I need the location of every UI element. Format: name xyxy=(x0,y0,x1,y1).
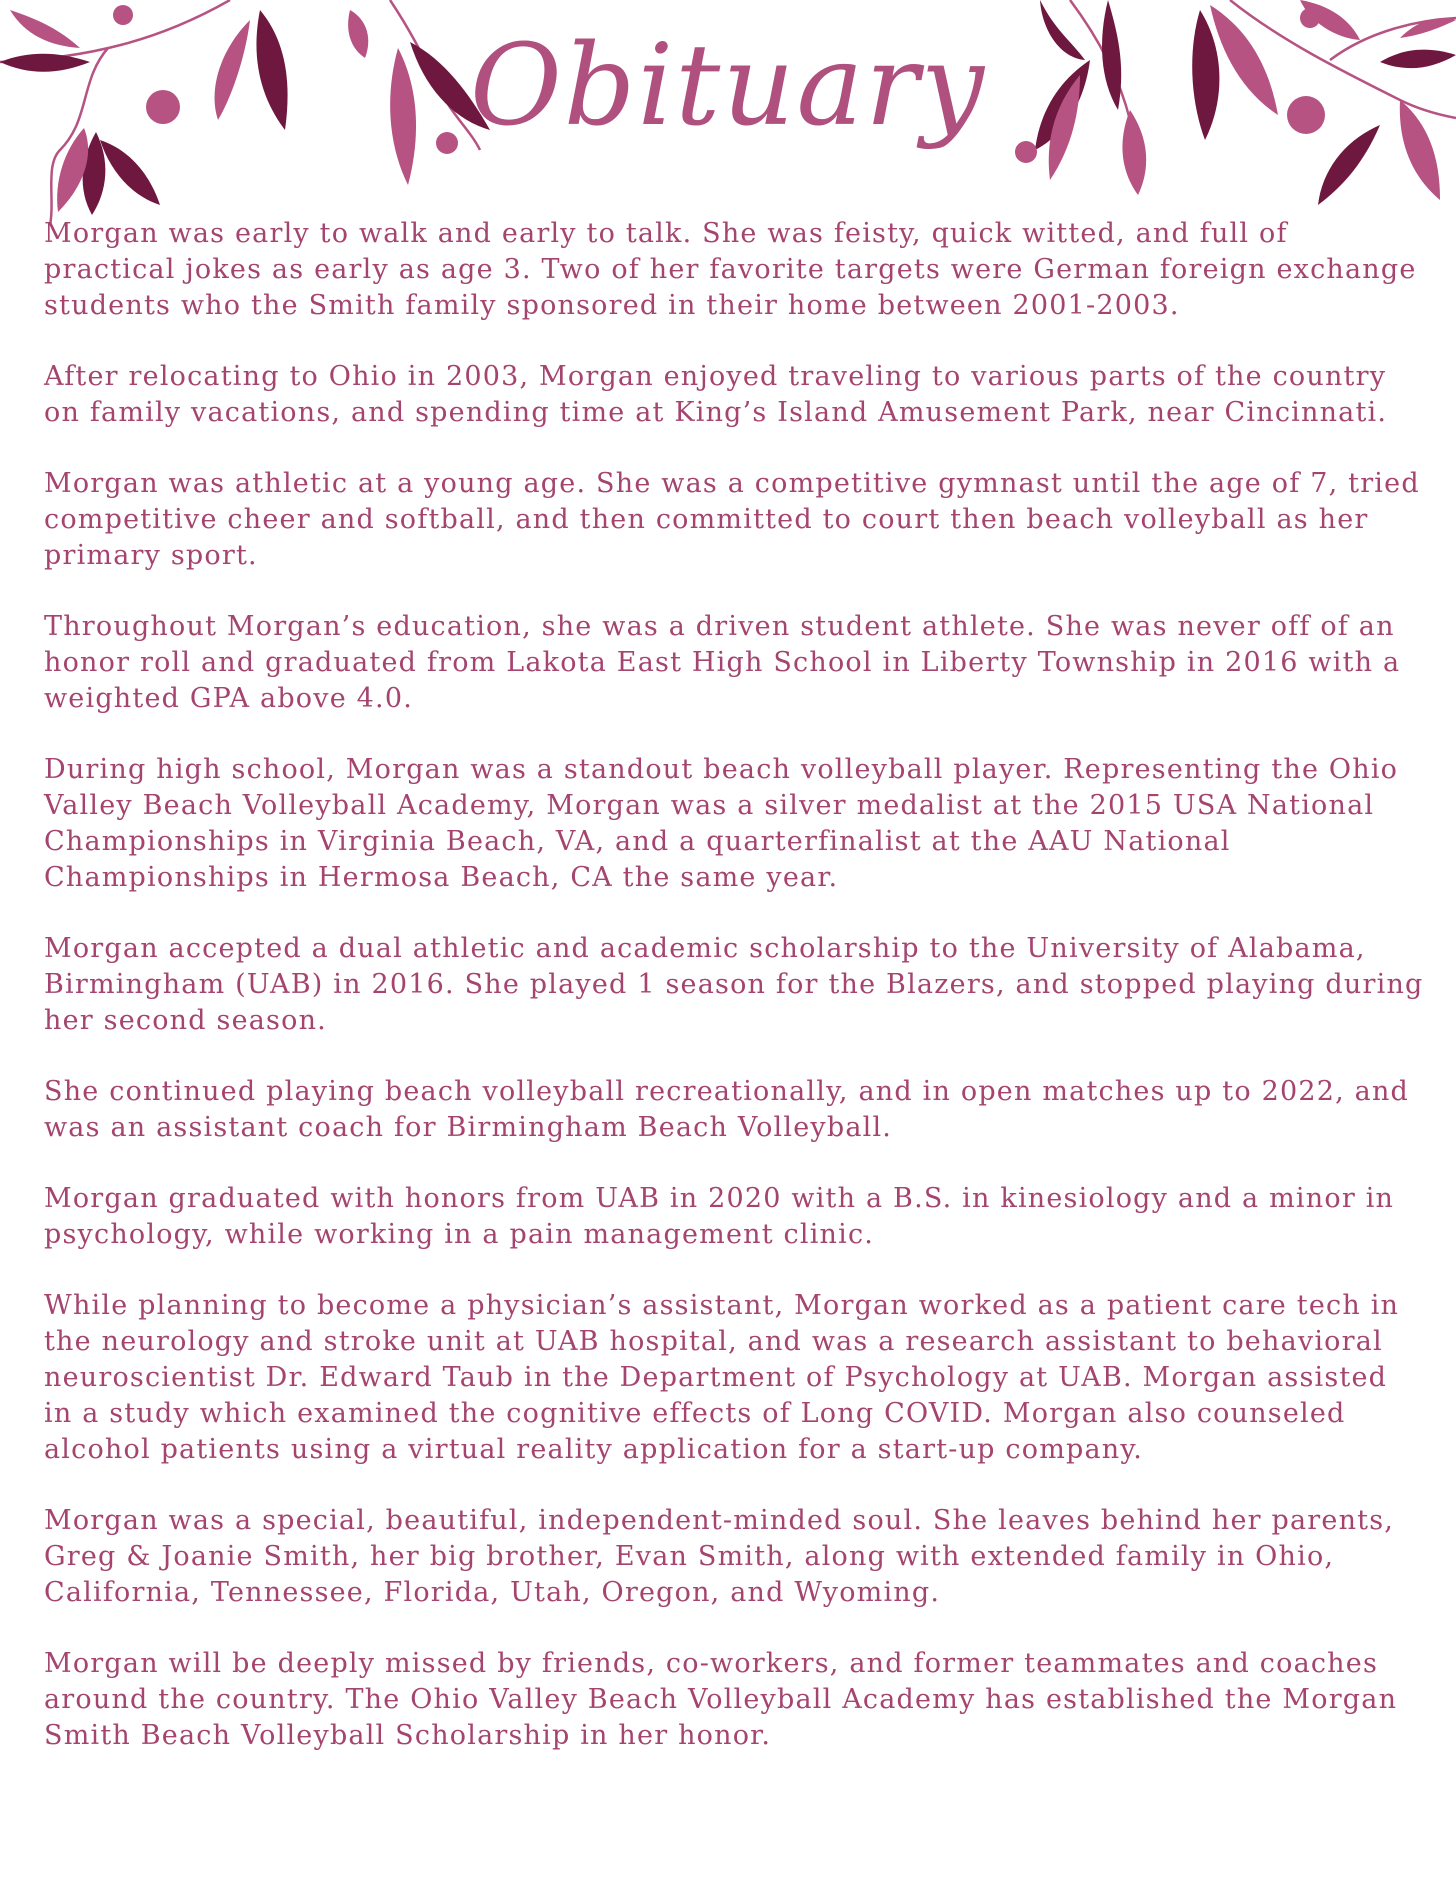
paragraph: Throughout Morgan’s education, she was a driven student athlete. She was never off of an honor roll and graduated from Lakota East High School in Liberty Township in 2016 with a weighted GPA above 4.0. xyxy=(44,611,1401,714)
paragraph: During high school, Morgan was a standout beach volleyball player. Representing the Ohio Valley Beach Volleyball Academy, Morgan was a silver medalist at the 2015 USA National Championships in Virginia Beach, VA, and a quarterfinalist at the AAU National Championships in Hermosa Beach, CA the same year. xyxy=(44,754,1399,893)
paragraph: While planning to become a physician’s assistant, Morgan worked as a patient care tech in the neurology and stroke unit at UAB hospital, and was a research assistant to behavioral neuroscientist Dr. Edward Taub in the Department of Psychology at UAB. Morgan assisted in a study which examined the cognitive effects of Long COVID. Morgan also counseled alcohol patients using a virtual reality application for a start-up company. xyxy=(44,1290,1400,1465)
paragraph: Morgan accepted a dual athletic and academic scholarship to the University of Alabama, Birmingham (UAB) in 2016. She played 1 season for the Blazers, and stopped playing during her second season. xyxy=(44,933,1424,1036)
leaf-icon xyxy=(100,140,160,205)
berry-icon xyxy=(1300,8,1320,28)
page-title: Obituary xyxy=(469,21,987,151)
berry-icon xyxy=(113,5,133,25)
berry-icon xyxy=(1015,141,1037,163)
paragraph: Morgan was early to walk and early to talk. She was feisty, quick witted, and full of practical jokes as early as age 3. Two of her favorite targets were German foreign exchange students who the Smith family sponsored in their home between 2001-2003. xyxy=(44,218,1417,321)
paragraph: Morgan graduated with honors from UAB in 2020 with a B.S. in kinesiology and a minor in psychology, while working in a pain management clinic. xyxy=(44,1183,1395,1250)
paragraph: Morgan will be deeply missed by friends, co-workers, and former teammates and coaches around the country. The Ohio Valley Beach Volleyball Academy has established the Morgan Smith Beach Volleyball Scholarship in her honor. xyxy=(44,1648,1398,1751)
paragraph: She continued playing beach volleyball recreationally, and in open matches up to 2022, and was an assistant coach for Birmingham Beach Volleyball. xyxy=(44,1076,1410,1143)
paragraph: Morgan was a special, beautiful, independent-minded soul. She leaves behind her parents, Greg & Joanie Smith, her big brother, Evan Smith, along with extended family in Ohio, California, Tennessee, Florida, Utah, Oregon, and Wyoming. xyxy=(44,1505,1395,1608)
paragraph: After relocating to Ohio in 2003, Morgan enjoyed traveling to various parts of the country on family vacations, and spending time at King’s Island Amusement Park, near Cincinnati. xyxy=(44,361,1388,428)
obituary-body xyxy=(44,216,1424,1789)
paragraph: Morgan was athletic at a young age. She was a competitive gymnast until the age of 7, tried competitive cheer and softball, and then committed to court then beach volleyball as her primary sport. xyxy=(44,468,1420,571)
